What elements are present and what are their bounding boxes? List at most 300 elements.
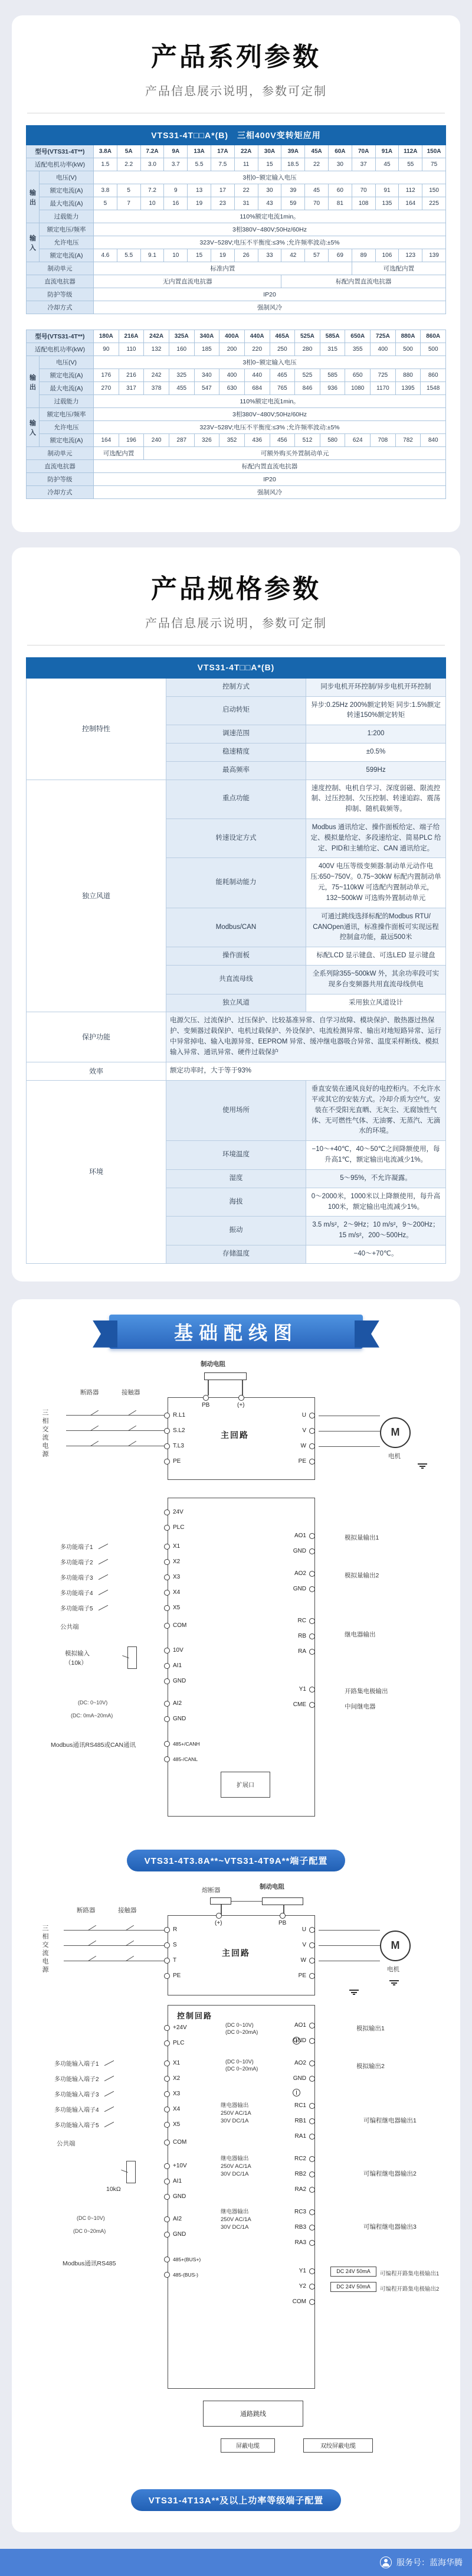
main-input-terminals [164,1408,185,1469]
current-cell: 5 [94,197,117,210]
row-label: 额定电流(A) [40,249,94,262]
terminal: 485-(BUS-) [164,2267,201,2282]
current-cell: 10 [140,197,164,210]
series-params-card [12,15,460,532]
model-cell: 880A [395,330,421,343]
earth-icon [418,1463,427,1469]
spec-item: 使用场所 [166,1081,306,1141]
terminal: U [289,1408,315,1423]
phase-wire [66,1415,168,1416]
open-collector-terminals [289,1682,315,1713]
power-cell: 75 [422,158,446,171]
current-cell: 5.5 [117,249,140,262]
analog-input2-terminals [164,1696,186,1727]
power-cell: 400 [371,343,396,356]
terminal: X4 [164,1585,180,1600]
analog-input-terminals [164,1643,186,1689]
current-cell: 725 [371,369,396,382]
power-cell: 3.7 [164,158,188,171]
current-cell: 436 [244,434,270,447]
current-cell: 465 [270,369,295,382]
row-label: 适配电机功率(kW) [27,158,94,171]
diagram2-caption: VTS31-4T13A**及以上功率等级端子配置 [131,2489,342,2511]
analog-output1-label: 模拟量输出1 [345,1534,379,1541]
ai2-note: (DC: 0~10V) [78,1699,108,1706]
brake-resistor-label: 制动电阻 [201,1360,225,1368]
wiring-section [12,1299,460,2532]
power-terminals [164,2020,187,2051]
power-cell: 1.5 [94,158,117,171]
model-cell: 650A [345,330,371,343]
oc-output2-label: 可编程开路集电极输出2 [380,2285,440,2293]
terminal-label: 多功能输入端子4 [54,2102,114,2117]
row-label: 电压(V) [40,356,94,369]
main-output-terminals [289,1408,315,1469]
main-circuit-label: 主回路 [221,1430,249,1440]
current-cell: 1548 [421,382,446,395]
spec-value: 标配LCD 显示键盘、可选LED 显示键盘 [306,947,446,966]
row-value: 可选配内置 [352,262,445,275]
ai-note: (DC 0~10V) [77,2215,105,2221]
wire [242,1380,243,1395]
current-cell: 240 [144,434,169,447]
row-label: 额定电压/频率 [40,408,94,421]
wire [231,1901,262,1902]
terminal: X4 [164,2102,180,2117]
wiring-banner: 基础配线图 [109,1315,363,1349]
motor-wire [319,1446,380,1447]
terminal: 24V [164,1505,184,1520]
list-item: 30V DC/1A [221,2118,249,2125]
row-value: 强制风冷 [94,486,446,499]
terminal: 10V [164,1643,186,1658]
current-cell: 650 [345,369,371,382]
list-item: (DC 0~10V) [225,2058,254,2065]
terminal: RC2 [289,2151,315,2167]
spec-item: 环境温度 [166,1141,306,1170]
spec-item: 海拔 [166,1188,306,1217]
terminal: RB2 [289,2167,315,2182]
ai-note: (DC 0~20mA) [73,2228,106,2234]
terminal: +24V [164,2020,187,2036]
terminal: X5 [164,2117,180,2132]
brake-resistor-label: 制动电阻 [260,1883,284,1890]
terminal: X5 [164,1600,180,1616]
spec-value: −10～+40℃，40～50℃之间降额使用，每升高1℃，额定输出电流减少1%。 [306,1141,446,1170]
model-cell: 525A [295,330,320,343]
group-label-input: 输入 [27,408,40,447]
terminal: AO1 [289,2018,315,2033]
power-cell: 3.0 [140,158,164,171]
row-value: 标配内置直流电抗器 [281,275,446,288]
current-cell: 352 [219,434,245,447]
power-source-label: 三相交流电源 [41,1924,48,1974]
terminal: COM [164,1618,186,1633]
analog-input2-terminals [164,2212,186,2242]
relay-output3-label: 可编程继电器输出3 [363,2223,417,2231]
power-terminals [164,1505,184,1535]
current-cell: 22 [234,184,258,197]
ao-notes [225,2058,258,2073]
current-cell: 1170 [371,382,396,395]
spec-table-header: VTS31-4T□□A*(B) [27,658,446,679]
row-value: 标配内置直流电抗器 [94,460,446,473]
current-cell: 31 [234,197,258,210]
current-cell: 456 [270,434,295,447]
row-label: 制动单元 [27,447,94,460]
service-account-icon [380,2557,392,2568]
current-cell: 89 [352,249,375,262]
spec-value: 0～2000米，1000米以上降额使用，每升高100米，额定输出电流减少1%。 [306,1188,446,1217]
list-item: (DC 0~20mA) [225,2066,258,2072]
row-label: 防护等级 [27,473,94,486]
power-cell: 18.5 [281,158,305,171]
spec-value: 可通过跳线选择标配的Modbus RTU/ CANOpen通讯，标准操作面板可实现远程控制盒功能，最远500米 [306,908,446,947]
list-item: 250V AC/1A [221,2163,251,2170]
breaker-label: 断路器 [80,1388,99,1396]
diagram1-caption: VTS31-4T3.8A**~VTS31-4T9A**端子配置 [127,1850,346,1871]
main-input-terminals [164,1922,181,1984]
power-cell: 110 [119,343,144,356]
wiring-diagram-2 [26,1881,446,2477]
spec-item: 操作面板 [166,947,306,966]
power-cell: 7.5 [211,158,234,171]
spec-value: ±0.5% [306,743,446,761]
power-cell: 132 [144,343,169,356]
power-cell: 90 [94,343,119,356]
row-value: 3相0~额定输入电压 [94,171,446,184]
terminal: X2 [164,2071,180,2086]
spec-value: 额定功率时，大于等于93% [166,1062,446,1081]
ao2-terminals [289,2056,315,2086]
relay-terminals-1 [289,2098,315,2144]
multi-function-terminals [164,2056,180,2132]
current-cell: 326 [194,434,219,447]
row-value: 3相380V~480V;50Hz/60Hz [94,408,446,421]
terminal: PE [289,1454,315,1469]
current-cell: 270 [94,382,119,395]
terminal-label: 多功能输入端子5 [54,2117,114,2132]
terminal: COM [164,2135,186,2150]
analog-input-label: 模拟输入 [65,1649,90,1657]
spec-group: 独立风道 [27,780,166,1012]
current-cell: 325 [169,369,194,382]
spec-item: 启动转矩 [166,696,306,725]
earth-icon [389,1980,399,1986]
analog-input-note: （10k） [65,1659,87,1667]
motor-wire [319,1930,380,1931]
spec-params-card [12,547,460,1282]
row-label: 制动单元 [27,262,94,275]
terminal: T [164,1953,181,1968]
model-cell: 150A [422,145,446,158]
spec-table [26,657,446,1264]
relay-rating-note [221,2155,251,2179]
model-cell: 242A [144,330,169,343]
terminal-pb: PB [202,1401,210,1408]
model-cell: 5A [117,145,140,158]
motor-symbol: M [380,1417,411,1448]
list-item: 30V DC/1A [221,2171,249,2178]
row-label: 冷却方式 [27,486,94,499]
terminal: AI2 [164,2212,186,2227]
motor-wire [319,1431,380,1432]
terminal: S.L2 [164,1423,185,1439]
fuse-symbol [210,1897,231,1905]
model-cell: 112A [399,145,422,158]
terminal-label: 多功能输入端子1 [54,2056,114,2071]
row-value: 323V~528V;电压不平衡度:≤3% ;允许频率波动:±5% [94,421,446,434]
relay-terminals-3 [289,2205,315,2251]
terminal: W [289,1953,315,1968]
power-source-label: 三相交流电源 [41,1408,48,1459]
potentiometer-symbol [127,1646,137,1669]
model-cell: 216A [119,330,144,343]
table-header: VTS31-4T□□A*(B) 三相400V变转矩应用 [27,126,446,145]
spec-item: 共直流母线 [166,965,306,994]
terminal: GND [289,2071,315,2086]
terminal-plus: (+) [215,1919,222,1926]
current-cell: 880 [395,369,421,382]
series-table-large-power [26,330,446,499]
model-cell: 7.2A [140,145,164,158]
spec-group: 效率 [27,1062,166,1081]
row-label: 额定电流(A) [40,369,94,382]
row-label: 过载能力 [40,395,94,408]
terminal: W [289,1439,315,1454]
comm-label: Modbus通讯RS485 [63,2259,116,2267]
model-cell: 325A [169,330,194,343]
comm-label: Modbus通讯RS485或CAN通讯 [51,1741,136,1749]
current-cell: 624 [345,434,371,447]
spec-item: 存储温度 [166,1245,306,1263]
spec-group: 环境 [27,1081,166,1264]
current-cell: 135 [375,197,399,210]
terminal: V [289,1938,315,1953]
spec-value: 599Hz [306,761,446,780]
current-cell: 547 [194,382,219,395]
model-cell: 465A [270,330,295,343]
current-cell: 684 [244,382,270,395]
current-cell: 765 [270,382,295,395]
current-cell: 150 [422,184,446,197]
power-cell: 160 [169,343,194,356]
power-cell: 355 [345,343,371,356]
terminal-label: 多功能端子2 [60,1554,109,1570]
current-cell: 17 [211,184,234,197]
terminal: T.L3 [164,1439,185,1454]
terminal: 485+(BUS+) [164,2252,201,2267]
group-label-input: 输入 [27,223,40,262]
row-value: 标准内置 [94,262,352,275]
phase-wire [66,1430,168,1432]
row-label: 允许电压 [40,236,94,249]
relay-rating-note [221,2102,251,2125]
current-cell: 57 [305,249,329,262]
terminal: AI1 [164,2174,187,2189]
current-cell: 317 [119,382,144,395]
model-cell: 725A [371,330,396,343]
model-cell: 180A [94,330,119,343]
terminal: RC [289,1613,315,1629]
terminal: V [289,1423,315,1439]
phase-wire [66,1446,168,1447]
terminal-plus: (+) [237,1401,245,1408]
row-value: 110%额定电流1min。 [94,210,446,223]
row-value: 3相380V~480V;50Hz/60Hz [94,223,446,236]
power-cell: 185 [194,343,219,356]
spec-value: 400V 电压等级变频器:制动单元动作电压:650~750V。0.75~30kW 标配内置制动单元，75~110kW 可选配内置制动单元，132~500kW 可选购外置制动单元 [306,858,446,908]
current-cell: 16 [164,197,188,210]
spec-value: 3.5 m/s²，2～9Hz；10 m/s²，9～200Hz；15 m/s²，200～500Hz。 [306,1217,446,1245]
current-cell: 19 [211,249,234,262]
relay-output1-label: 可编程继电器输出1 [363,2117,417,2124]
terminal: Y1 [289,2264,315,2279]
relay-rating-note [221,2208,251,2232]
list-item: 250V AC/1A [221,2216,251,2223]
terminal-pb: PB [278,1919,287,1926]
terminal: RC1 [289,2098,315,2114]
spec-item: 调速范围 [166,725,306,744]
terminal: GND [164,1674,186,1689]
current-cell: 164 [399,197,422,210]
terminal: CME [289,1697,315,1713]
brake-resistor-symbol [204,1372,247,1380]
power-cell: 2.2 [117,158,140,171]
current-cell: 782 [395,434,421,447]
terminal: GND [289,1582,315,1597]
spec-value: 速度控制、电机自学习、深度弱磁、限流控制、过压控制、欠压控制、转速追踪、震荡抑制、随机载频等。 [306,780,446,819]
phase-wire [64,1961,168,1962]
power-cell: 22 [305,158,329,171]
current-cell: 1395 [395,382,421,395]
spec-value: 1:200 [306,725,446,744]
twisted-shielded-cable-box: 双绞屏蔽电缆 [303,2438,373,2453]
current-cell: 708 [371,434,396,447]
current-cell: 196 [119,434,144,447]
current-cell: 3.8 [94,184,117,197]
power-cell: 200 [219,343,245,356]
row-value: 可选配内置 [94,447,144,460]
analog-input-terminals [164,2158,187,2205]
current-cell: 455 [169,382,194,395]
row-value: IP20 [94,473,446,486]
model-cell: 400A [219,330,245,343]
terminal: GND [289,1544,315,1559]
row-value: 无内置直流电抗器 [94,275,281,288]
current-cell: 580 [320,434,345,447]
control-circuit-label: 控制回路 [177,2011,213,2020]
current-cell: 585 [320,369,345,382]
current-cell: 512 [295,434,320,447]
spec-value: −40～+70℃。 [306,1245,446,1263]
current-cell: 33 [258,249,281,262]
group-label-output: 输出 [27,356,40,408]
row-label: 型号(VTS31-4T**) [27,145,94,158]
row-label: 过载能力 [40,210,94,223]
spec-value: 电源欠压、过流保护、过压保护、比较基准异常、自学习故障、模块保护、散热器过热保护、变频器过载保护、电机过载保护、外设保护、电流检测异常、输出对地短路异常、运行中异常掉电、输入电源异常、EEPROM 异常、缓冲继电器吸合异常、温度采样断线、模拟输入异常、通讯异常、硬件过载保护 [166,1012,446,1062]
oc-rating-box: DC 24V 50mA [330,2267,376,2277]
row-value: 可额外购买外置制动单元 [144,447,446,460]
terminal: R [164,1922,181,1938]
ground-terminal-icon [293,2089,300,2096]
spec-item: 转速设定方式 [166,819,306,858]
current-cell: 440 [244,369,270,382]
current-cell: 7 [117,197,140,210]
row-value: 110%额定电流1min。 [94,395,446,408]
terminal: COM [289,2294,315,2310]
row-label: 型号(VTS31-4T**) [27,330,94,343]
model-cell: 70A [352,145,375,158]
common-terminal [164,1618,186,1633]
terminal: AO2 [289,1566,315,1582]
oc-rating-box: DC 24V 50mA [330,2282,376,2292]
motor-symbol: M [380,1931,411,1961]
power-cell: 30 [328,158,352,171]
terminal: GND [164,2189,187,2205]
terminal: PE [164,1968,181,1984]
current-cell: 400 [219,369,245,382]
current-cell: 139 [422,249,446,262]
terminal: RB1 [289,2114,315,2129]
analog-output1-label: 模拟输出1 [356,2024,385,2032]
power-cell: 500 [421,343,446,356]
model-cell: 440A [244,330,270,343]
row-label: 额定电流(A) [40,434,94,447]
terminal: PE [289,1968,315,1984]
terminal: X2 [164,1554,180,1570]
terminal: X3 [164,1570,180,1585]
shielded-cable-box: 屏蔽电缆 [221,2438,275,2453]
current-cell: 340 [194,369,219,382]
row-value: IP20 [94,288,446,301]
spec-item: 最高频率 [166,761,306,780]
terminal: AO1 [289,1528,315,1544]
list-item: 250V AC/1A [221,2110,251,2117]
power-cell: 5.5 [188,158,211,171]
spec-group: 控制特性 [27,678,166,780]
row-label: 最大电流(A) [40,382,94,395]
relay-terminals [289,1613,315,1659]
terminal: GND [164,1711,186,1727]
main-output-terminals [289,1922,315,1984]
terminal: X1 [164,2056,180,2071]
current-cell: 846 [295,382,320,395]
motor-wire [319,1961,380,1962]
motor-wire [319,1416,380,1417]
spec-value: 垂直安装在通风良好的电控柜内。不允许水平或其它的安装方式。冷却介质为空气。安装在不受阳光直晒、无灰尘、无腐蚀性气体、无可燃性气体、无油雾、无蒸汽、无滴水的环境。 [306,1081,446,1141]
spec-section-title: 产品规格参数 [151,575,321,604]
terminal: Y1 [289,1682,315,1697]
terminal: X1 [164,1539,180,1554]
series-table-small-power [26,125,446,314]
power-cell: 55 [399,158,422,171]
model-cell: 340A [194,330,219,343]
spec-value: 异步:0.25Hz 200%额定转矩 同步:1.5%额定转速150%额定转矩 [306,696,446,725]
terminal: R.L1 [164,1408,185,1423]
list-item: 继电器输出 [221,2208,249,2215]
wiring-diagram-1 [26,1358,446,1838]
terminal: AI2 [164,1696,186,1711]
current-cell: 123 [399,249,422,262]
current-cell: 106 [375,249,399,262]
power-cell: 37 [352,158,375,171]
terminal: S [164,1938,181,1953]
terminal: RB3 [289,2220,315,2235]
open-collector-terminals [289,2264,315,2310]
phase-wire [64,1930,168,1931]
terminal-label: 多功能端子4 [60,1585,109,1600]
